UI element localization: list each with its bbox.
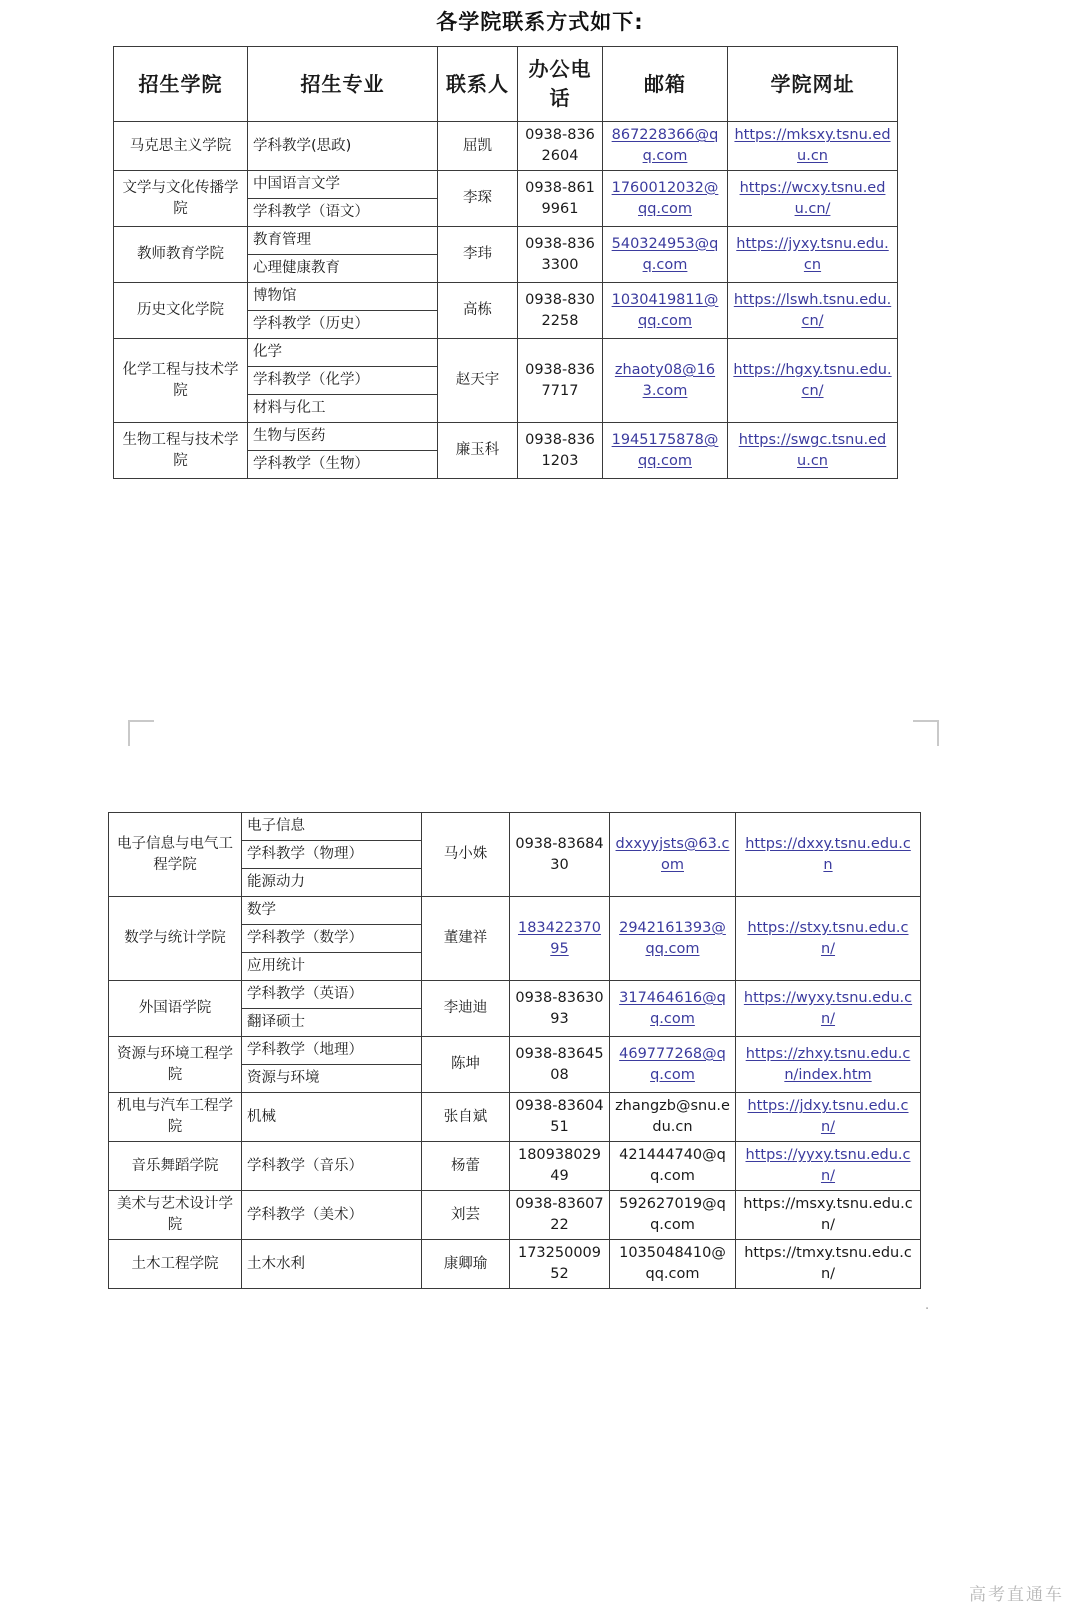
cell-major: 生物与医药 <box>248 423 438 451</box>
website-link: https://msxy.tsnu.edu.cn/ <box>743 1196 913 1234</box>
cell-phone <box>518 171 603 227</box>
cell-phone <box>510 813 610 897</box>
column-header-contact: 联系人 <box>438 47 518 122</box>
table-row <box>114 423 898 451</box>
cell-website[interactable] <box>736 897 921 981</box>
cell-email[interactable] <box>603 339 728 423</box>
email-link[interactable]: dxxyyjsts@63.com <box>615 835 730 873</box>
cell-phone <box>510 1037 610 1093</box>
cell-contact-person: 李琛 <box>438 171 518 227</box>
phone-value: 0938-8363300 <box>525 235 595 273</box>
cell-major: 心理健康教育 <box>248 255 438 283</box>
cell-phone <box>518 339 603 423</box>
cell-major: 学科教学（数学） <box>242 925 422 953</box>
cell-email[interactable] <box>610 897 736 981</box>
cell-major: 材料与化工 <box>248 395 438 423</box>
cell-email[interactable] <box>603 283 728 339</box>
contact-table-part-1 <box>113 46 898 479</box>
website-link[interactable]: https://jdxy.tsnu.edu.cn/ <box>747 1098 909 1136</box>
table-row <box>114 122 898 171</box>
table-row <box>109 813 921 841</box>
cell-college: 历史文化学院 <box>114 283 248 339</box>
phone-value: 0938-8362604 <box>525 127 595 165</box>
table-row <box>109 1093 921 1142</box>
table-row <box>114 171 898 199</box>
cell-major: 博物馆 <box>248 283 438 311</box>
cell-contact-person: 刘芸 <box>422 1191 510 1240</box>
phone-value[interactable]: 18342237095 <box>517 919 602 957</box>
cell-website[interactable] <box>728 171 898 227</box>
cell-website[interactable] <box>728 283 898 339</box>
table-row <box>109 981 921 1009</box>
cell-major: 土木水利 <box>242 1240 422 1289</box>
cell-website[interactable] <box>728 339 898 423</box>
table2-body <box>109 813 921 1289</box>
website-link[interactable]: https://lswh.tsnu.edu.cn/ <box>733 291 892 329</box>
cell-contact-person: 廉玉科 <box>438 423 518 479</box>
cell-major: 学科教学（音乐） <box>242 1142 422 1191</box>
website-link[interactable]: https://jyxy.tsnu.edu.cn <box>736 235 889 273</box>
cell-email <box>610 1191 736 1240</box>
phone-value: 0938-8619961 <box>525 179 595 217</box>
cell-website[interactable] <box>736 1037 921 1093</box>
cell-major: 学科教学（地理） <box>242 1037 422 1065</box>
phone-value: 18093802949 <box>517 1147 602 1185</box>
cell-major: 学科教学（英语） <box>242 981 422 1009</box>
cell-email[interactable] <box>603 122 728 171</box>
email-link[interactable]: 469777268@qq.com <box>619 1045 726 1083</box>
column-header-college: 招生学院 <box>114 47 248 122</box>
website-link[interactable]: https://wyxy.tsnu.edu.cn/ <box>743 989 913 1027</box>
cell-major: 中国语言文学 <box>248 171 438 199</box>
page-corner-mark-right <box>913 720 939 746</box>
cell-email[interactable] <box>610 813 736 897</box>
cell-contact-person: 康卿瑜 <box>422 1240 510 1289</box>
cell-website[interactable] <box>736 813 921 897</box>
cell-email[interactable] <box>603 171 728 227</box>
cell-website[interactable] <box>728 227 898 283</box>
column-header-website: 学院网址 <box>728 47 898 122</box>
email-link[interactable]: 867228366@qq.com <box>611 127 719 165</box>
cell-major: 电子信息 <box>242 813 422 841</box>
email-link[interactable]: 2942161393@qq.com <box>619 919 726 957</box>
column-header-phone: 办公电话 <box>518 47 603 122</box>
cell-college: 电子信息与电气工程学院 <box>109 813 242 897</box>
cell-contact-person: 高栋 <box>438 283 518 339</box>
cell-college: 外国语学院 <box>109 981 242 1037</box>
email-link[interactable]: 1945175878@qq.com <box>611 431 719 469</box>
cell-phone <box>518 227 603 283</box>
cell-website[interactable] <box>736 981 921 1037</box>
cell-phone[interactable] <box>510 897 610 981</box>
cell-website <box>736 1191 921 1240</box>
cell-major: 学科教学(思政) <box>248 122 438 171</box>
cell-email[interactable] <box>603 227 728 283</box>
cell-contact-person: 屈凯 <box>438 122 518 171</box>
website-link[interactable]: https://dxxy.tsnu.edu.cn <box>745 835 911 873</box>
email-link: 421444740@qq.com <box>619 1147 726 1185</box>
website-link[interactable]: https://zhxy.tsnu.edu.cn/index.htm <box>745 1045 911 1083</box>
cell-major: 资源与环境 <box>242 1065 422 1093</box>
cell-phone <box>510 1240 610 1289</box>
cell-email[interactable] <box>610 1037 736 1093</box>
cell-major: 化学 <box>248 339 438 367</box>
cell-college: 美术与艺术设计学院 <box>109 1191 242 1240</box>
cell-email <box>610 1093 736 1142</box>
cell-major: 学科教学（历史） <box>248 311 438 339</box>
cell-website[interactable] <box>728 423 898 479</box>
website-link[interactable]: https://yyxy.tsnu.edu.cn/ <box>745 1147 911 1185</box>
cell-website <box>736 1240 921 1289</box>
cell-college: 音乐舞蹈学院 <box>109 1142 242 1191</box>
cell-college: 化学工程与技术学院 <box>114 339 248 423</box>
cell-major: 学科教学（美术） <box>242 1191 422 1240</box>
cell-major: 应用统计 <box>242 953 422 981</box>
table-row <box>109 1142 921 1191</box>
cell-email[interactable] <box>610 981 736 1037</box>
stray-mark: . <box>925 1298 930 1313</box>
website-link[interactable]: https://wcxy.tsnu.edu.cn/ <box>739 179 886 217</box>
cell-contact-person: 陈坤 <box>422 1037 510 1093</box>
table-row <box>109 1240 921 1289</box>
table-row <box>114 227 898 255</box>
phone-value: 0938-8302258 <box>525 291 595 329</box>
table-row <box>109 897 921 925</box>
email-link[interactable]: 1030419811@qq.com <box>611 291 719 329</box>
phone-value: 0938-8367717 <box>525 361 595 399</box>
cell-college: 教师教育学院 <box>114 227 248 283</box>
cell-major: 学科教学（物理） <box>242 841 422 869</box>
cell-major: 数学 <box>242 897 422 925</box>
cell-phone <box>518 423 603 479</box>
email-link: 592627019@qq.com <box>619 1196 726 1234</box>
cell-major: 机械 <box>242 1093 422 1142</box>
table-row <box>109 1191 921 1240</box>
cell-contact-person: 杨蕾 <box>422 1142 510 1191</box>
phone-value: 17325000952 <box>517 1245 602 1283</box>
cell-contact-person: 董建祥 <box>422 897 510 981</box>
cell-major: 学科教学（化学） <box>248 367 438 395</box>
table-row <box>114 339 898 367</box>
cell-contact-person: 赵天宇 <box>438 339 518 423</box>
phone-value: 0938-8360722 <box>515 1196 604 1234</box>
phone-value: 0938-8361203 <box>525 431 595 469</box>
cell-phone <box>510 1191 610 1240</box>
cell-major: 学科教学（语文） <box>248 199 438 227</box>
cell-phone <box>518 283 603 339</box>
cell-website[interactable] <box>728 122 898 171</box>
website-link[interactable]: https://swgc.tsnu.edu.cn <box>738 431 887 469</box>
website-link[interactable]: https://stxy.tsnu.edu.cn/ <box>747 919 909 957</box>
table-row <box>114 283 898 311</box>
cell-major: 翻译硕士 <box>242 1009 422 1037</box>
email-link[interactable]: 1760012032@qq.com <box>611 179 719 217</box>
cell-college: 数学与统计学院 <box>109 897 242 981</box>
column-header-major: 招生专业 <box>248 47 438 122</box>
cell-major: 能源动力 <box>242 869 422 897</box>
contact-table-part-2 <box>108 812 921 1289</box>
phone-value: 0938-8364508 <box>515 1045 604 1083</box>
cell-college: 土木工程学院 <box>109 1240 242 1289</box>
phone-value: 0938-8363093 <box>515 989 604 1027</box>
page-corner-mark-left <box>128 720 154 746</box>
cell-contact-person: 李迪迪 <box>422 981 510 1037</box>
email-link: zhangzb@snu.edu.cn <box>615 1098 730 1136</box>
website-link: https://tmxy.tsnu.edu.cn/ <box>744 1245 912 1283</box>
cell-phone <box>510 1142 610 1191</box>
phone-value: 0938-8360451 <box>515 1098 604 1136</box>
cell-contact-person: 马小姝 <box>422 813 510 897</box>
cell-major: 教育管理 <box>248 227 438 255</box>
cell-college: 文学与文化传播学院 <box>114 171 248 227</box>
watermark: 高考直通车 <box>969 1585 1064 1605</box>
cell-college: 资源与环境工程学院 <box>109 1037 242 1093</box>
cell-phone <box>510 1093 610 1142</box>
page-title: 各学院联系方式如下: <box>436 10 644 34</box>
website-link[interactable]: https://hgxy.tsnu.edu.cn/ <box>733 361 892 399</box>
email-link[interactable]: 317464616@qq.com <box>619 989 726 1027</box>
cell-contact-person: 李玮 <box>438 227 518 283</box>
cell-email[interactable] <box>603 423 728 479</box>
cell-email <box>610 1240 736 1289</box>
email-link[interactable]: 540324953@qq.com <box>611 235 719 273</box>
cell-website[interactable] <box>736 1142 921 1191</box>
cell-major: 学科教学（生物） <box>248 451 438 479</box>
cell-phone <box>510 981 610 1037</box>
cell-email <box>610 1142 736 1191</box>
website-link[interactable]: https://mksxy.tsnu.edu.cn <box>734 127 891 165</box>
email-link[interactable]: zhaoty08@163.com <box>614 361 716 399</box>
email-link: 1035048410@qq.com <box>619 1245 726 1283</box>
table1-body <box>114 122 898 479</box>
table-header-row <box>114 47 898 122</box>
cell-college: 机电与汽车工程学院 <box>109 1093 242 1142</box>
cell-college: 马克思主义学院 <box>114 122 248 171</box>
cell-contact-person: 张自斌 <box>422 1093 510 1142</box>
column-header-email: 邮箱 <box>603 47 728 122</box>
phone-value: 0938-8368430 <box>515 835 604 873</box>
cell-phone <box>518 122 603 171</box>
table-row <box>109 1037 921 1065</box>
cell-website[interactable] <box>736 1093 921 1142</box>
cell-college: 生物工程与技术学院 <box>114 423 248 479</box>
